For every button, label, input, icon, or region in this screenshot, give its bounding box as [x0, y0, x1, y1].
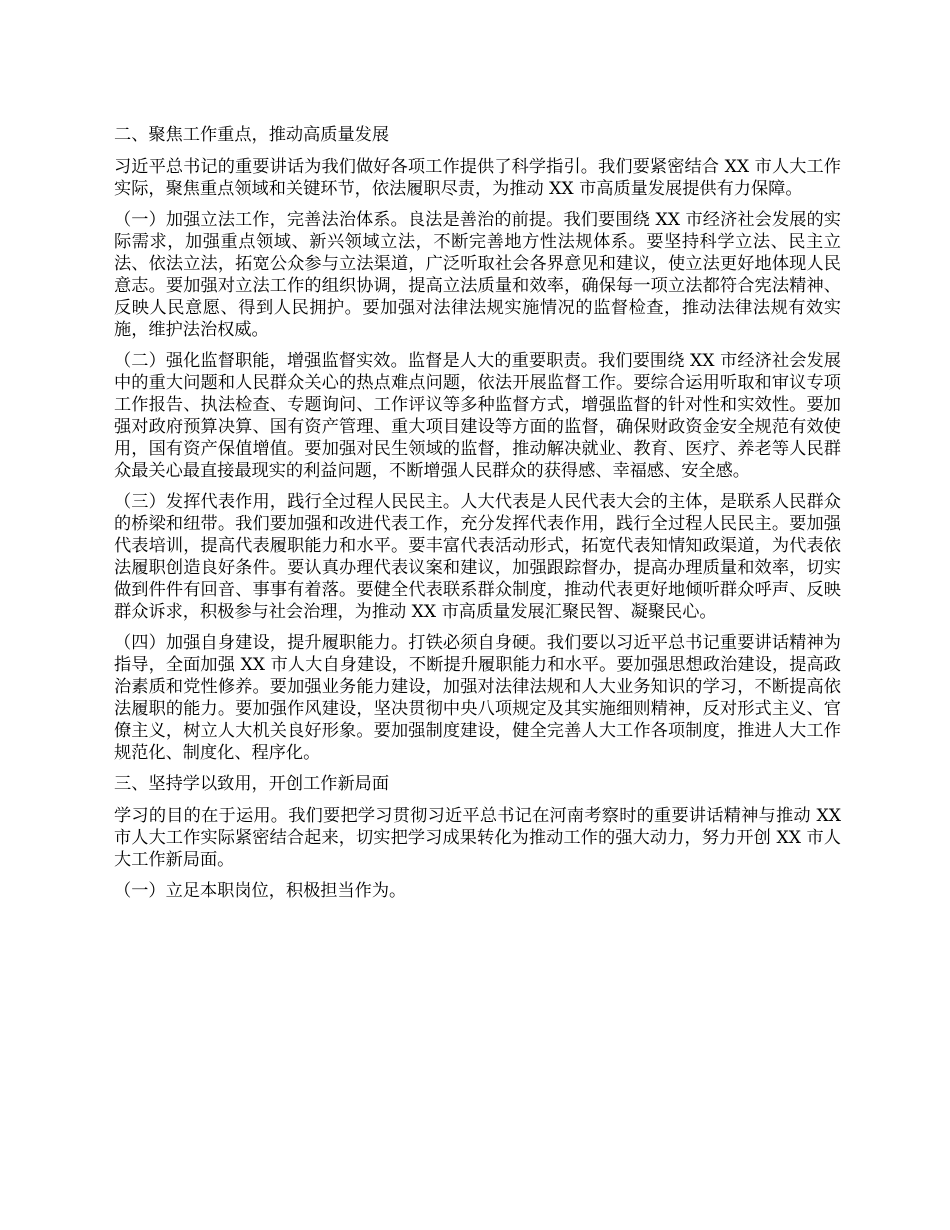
document-page	[114, 124, 841, 911]
paragraph-intro: 习近平总书记的重要讲话为我们做好各项工作提供了科学指引。我们要紧密结合 XX 市人大工作实际，聚焦重点领域和关键环节，依法履职尽责，为推动 XX 市高质量发展提供有力保障。	[114, 157, 841, 199]
section-heading-3: 三、坚持学以致用，开创工作新局面	[114, 774, 390, 794]
paragraph-supervision: （二）强化监督职能，增强监督实效。监督是人大的重要职责。我们要围绕 XX 市经济社会发展中的重大问题和人民群众关心的热点难点问题，依法开展监督工作。要综合运用听取和审议专项工作报告、执法检查、专题询问、工作评议等多种监督方式，增强监督的针对性和实效性。要加强对政府预算决算、国有资产管理、重大项目建设等方面的监督，确保财政资金安全规范有效使用，国有资产保值增值。要加强对民生领域的监督，推动解决就业、教育、医疗、养老等人民群众最关心最直接最现实的利益问题，不断增强人民群众的获得感、幸福感、安全感。	[114, 351, 841, 481]
paragraph-application: 学习的目的在于运用。我们要把学习贯彻习近平总书记在河南考察时的重要讲话精神与推动 XX 市人大工作实际紧密结合起来，切实把学习成果转化为推动工作的强大动力，努力开创 XX 市人大工作新局面。	[114, 806, 841, 870]
section-heading-2: 二、聚焦工作重点，推动高质量发展	[114, 125, 390, 145]
paragraph-legislation: （一）加强立法工作，完善法治体系。良法是善治的前提。我们要围绕 XX 市经济社会发展的实际需求，加强重点领域、新兴领域立法，不断完善地方性法规体系。要坚持科学立法、民主立法、依法立法，拓宽公众参与立法渠道，广泛听取社会各界意见和建议，使立法更好地体现人民意志。要加强对立法工作的组织协调，提高立法质量和效率，确保每一项立法都符合宪法精神、反映人民意愿、得到人民拥护。要加强对法律法规实施情况的监督检查，推动法律法规有效实施，维护法治权威。	[114, 210, 841, 340]
paragraph-self-building: （四）加强自身建设，提升履职能力。打铁必须自身硬。我们要以习近平总书记重要讲话精神为指导，全面加强 XX 市人大自身建设，不断提升履职能力和水平。要加强思想政治建设，提高政治素质和党性修养。要加强业务能力建设，加强对法律法规和人大业务知识的学习，不断提高依法履职的能力。要加强作风建设，坚决贯彻中央八项规定及其实施细则精神，反对形式主义、官僚主义，树立人大机关良好形象。要加强制度建设，健全完善人大工作各项制度，推进人大工作规范化、制度化、程序化。	[114, 633, 841, 763]
paragraph-deputies: （三）发挥代表作用，践行全过程人民民主。人大代表是人民代表大会的主体，是联系人民群众的桥梁和纽带。我们要加强和改进代表工作，充分发挥代表作用，践行全过程人民民主。要加强代表培训，提高代表履职能力和水平。要丰富代表活动形式，拓宽代表知情知政渠道，为代表依法履职创造良好条件。要认真办理代表议案和建议，加强跟踪督办，提高办理质量和效率，切实做到件件有回音、事事有着落。要健全代表联系群众制度，推动代表更好地倾听群众呼声、反映群众诉求，积极参与社会治理，为推动 XX 市高质量发展汇聚民智、凝聚民心。	[114, 492, 841, 622]
paragraph-subheading-1: （一）立足本职岗位，积极担当作为。	[114, 881, 407, 901]
